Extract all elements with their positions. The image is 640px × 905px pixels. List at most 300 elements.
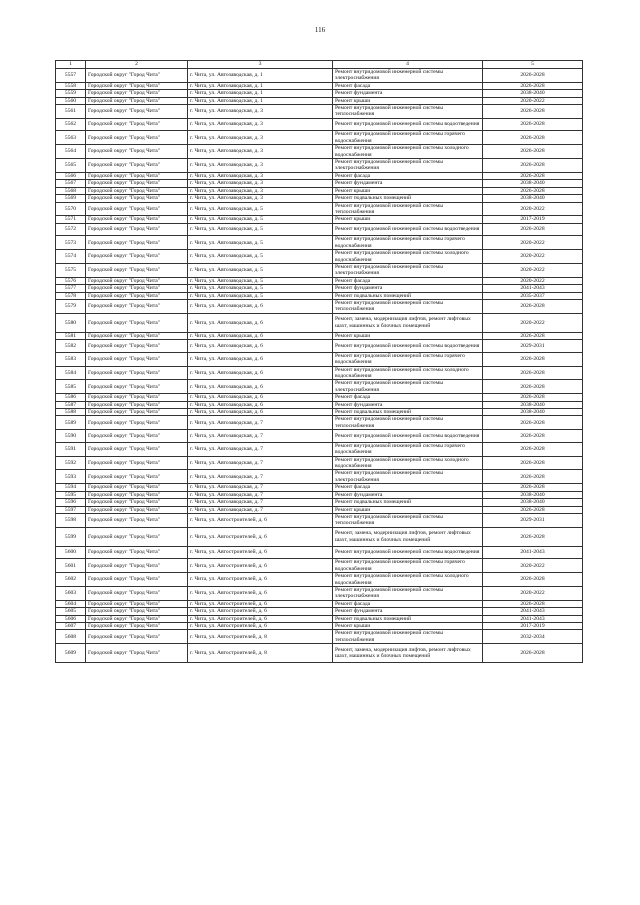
- table-row: [56, 409, 583, 416]
- work-type-cell: Ремонт внутридомовой инженерной системы водоотведения: [333, 223, 483, 236]
- municipality-cell: Городской округ "Город Чита": [86, 90, 188, 97]
- period-cell: 2020-2022: [483, 313, 583, 332]
- address-cell: г. Чита, ул. Автостроителей, д. 8: [188, 644, 333, 663]
- table-row: [56, 442, 583, 456]
- municipality-cell: Городской округ "Город Чита": [86, 630, 188, 644]
- municipality-cell: Городской округ "Город Чита": [86, 118, 188, 131]
- municipality-cell: Городской округ "Город Чита": [86, 586, 188, 600]
- work-type-cell: Ремонт внутридомовой инженерной системы теплоснабжения: [333, 299, 483, 313]
- row-number-cell: 5591: [56, 442, 86, 456]
- period-cell: 2026-2028: [483, 366, 583, 380]
- period-cell: 2029-2031: [483, 513, 583, 527]
- work-type-cell: Ремонт внутридомовой инженерной системы водоотведения: [333, 118, 483, 131]
- municipality-cell: Городской округ "Город Чита": [86, 456, 188, 470]
- row-number-cell: 5577: [56, 285, 86, 292]
- row-number-cell: 5567: [56, 180, 86, 187]
- work-type-cell: Ремонт внутридомовой инженерной системы теплоснабжения: [333, 416, 483, 430]
- period-cell: 2020-2022: [483, 277, 583, 284]
- work-type-cell: Ремонт фундамента: [333, 90, 483, 97]
- table-row: [56, 499, 583, 506]
- address-cell: г. Чита, ул. Автостроителей, д. 6: [188, 513, 333, 527]
- period-cell: 2038-2040: [483, 180, 583, 187]
- period-cell: 2020-2022: [483, 263, 583, 277]
- work-type-cell: Ремонт внутридомовой инженерной системы холодного водоснабжения: [333, 573, 483, 587]
- work-type-cell: Ремонт внутридомовой инженерной системы водоотведения: [333, 546, 483, 559]
- row-number-cell: 5604: [56, 600, 86, 607]
- municipality-cell: Городской округ "Город Чита": [86, 608, 188, 615]
- row-number-cell: 5576: [56, 277, 86, 284]
- address-cell: г. Чита, ул. Автозаводская, д. 3: [188, 131, 333, 145]
- address-cell: г. Чита, ул. Автозаводская, д. 7: [188, 484, 333, 491]
- address-cell: г. Чита, ул. Автозаводская, д. 5: [188, 285, 333, 292]
- address-cell: г. Чита, ул. Автостроителей, д. 6: [188, 546, 333, 559]
- header-col-4: 4: [333, 61, 483, 69]
- row-number-cell: 5566: [56, 172, 86, 179]
- period-cell: 2020-2022: [483, 97, 583, 104]
- work-type-cell: Ремонт фасада: [333, 600, 483, 607]
- address-cell: г. Чита, ул. Автозаводская, д. 3: [188, 195, 333, 202]
- row-number-cell: 5580: [56, 313, 86, 332]
- row-number-cell: 5569: [56, 195, 86, 202]
- row-number-cell: 5578: [56, 292, 86, 299]
- row-number-cell: 5595: [56, 491, 86, 498]
- row-number-cell: 5600: [56, 546, 86, 559]
- period-cell: 2026-2028: [483, 131, 583, 145]
- row-number-cell: 5581: [56, 332, 86, 339]
- row-number-cell: 5603: [56, 586, 86, 600]
- header-col-2: 2: [86, 61, 188, 69]
- municipality-cell: Городской округ "Город Чита": [86, 202, 188, 216]
- row-number-cell: 5584: [56, 366, 86, 380]
- address-cell: г. Чита, ул. Автозаводская, д. 5: [188, 236, 333, 250]
- work-type-cell: Ремонт подвальных помещений: [333, 615, 483, 622]
- period-cell: 2026-2028: [483, 223, 583, 236]
- period-cell: 2038-2040: [483, 491, 583, 498]
- row-number-cell: 5573: [56, 236, 86, 250]
- period-cell: 2026-2028: [483, 299, 583, 313]
- period-cell: 2026-2028: [483, 573, 583, 587]
- table-row: [56, 622, 583, 629]
- table-row: [56, 195, 583, 202]
- period-cell: 2026-2028: [483, 172, 583, 179]
- address-cell: г. Чита, ул. Автостроителей, д. 6: [188, 573, 333, 587]
- table-row: [56, 600, 583, 607]
- address-cell: г. Чита, ул. Автозаводская, д. 7: [188, 470, 333, 484]
- work-type-cell: Ремонт подвальных помещений: [333, 195, 483, 202]
- table-row: [56, 394, 583, 401]
- table-row: [56, 236, 583, 250]
- municipality-cell: Городской округ "Город Чита": [86, 559, 188, 573]
- municipality-cell: Городской округ "Город Чита": [86, 352, 188, 366]
- work-type-cell: Ремонт внутридомовой инженерной системы водоотведения: [333, 430, 483, 443]
- period-cell: 2017-2019: [483, 216, 583, 223]
- work-type-cell: Ремонт внутридомовой инженерной системы холодного водоснабжения: [333, 145, 483, 159]
- municipality-cell: Городской округ "Город Чита": [86, 69, 188, 83]
- municipality-cell: Городской округ "Город Чита": [86, 332, 188, 339]
- address-cell: г. Чита, ул. Автозаводская, д. 5: [188, 216, 333, 223]
- address-cell: г. Чита, ул. Автозаводская, д. 5: [188, 277, 333, 284]
- municipality-cell: Городской округ "Город Чита": [86, 292, 188, 299]
- table-row: [56, 430, 583, 443]
- period-cell: 2038-2040: [483, 195, 583, 202]
- period-cell: 2038-2040: [483, 401, 583, 408]
- table-row: [56, 573, 583, 587]
- address-cell: г. Чита, ул. Автозаводская, д. 6: [188, 332, 333, 339]
- period-cell: 2026-2028: [483, 118, 583, 131]
- row-number-cell: 5558: [56, 82, 86, 89]
- table-row: [56, 313, 583, 332]
- row-number-cell: 5592: [56, 456, 86, 470]
- address-cell: г. Чита, ул. Автозаводская, д. 1: [188, 97, 333, 104]
- municipality-cell: Городской округ "Город Чита": [86, 159, 188, 173]
- municipality-cell: Городской округ "Город Чита": [86, 470, 188, 484]
- municipality-cell: Городской округ "Город Чита": [86, 263, 188, 277]
- table-row: [56, 90, 583, 97]
- address-cell: г. Чита, ул. Автозаводская, д. 6: [188, 380, 333, 394]
- address-cell: г. Чита, ул. Автозаводская, д. 7: [188, 456, 333, 470]
- row-number-cell: 5605: [56, 608, 86, 615]
- table-row: [56, 216, 583, 223]
- table-row: [56, 332, 583, 339]
- address-cell: г. Чита, ул. Автостроителей, д. 6: [188, 615, 333, 622]
- address-cell: г. Чита, ул. Автозаводская, д. 6: [188, 313, 333, 332]
- municipality-cell: Городской округ "Город Чита": [86, 644, 188, 663]
- municipality-cell: Городской округ "Город Чита": [86, 491, 188, 498]
- work-type-cell: Ремонт внутридомовой инженерной системы теплоснабжения: [333, 105, 483, 119]
- header-row: [56, 61, 583, 69]
- table-row: [56, 172, 583, 179]
- work-type-cell: Ремонт внутридомовой инженерной системы теплоснабжения: [333, 513, 483, 527]
- period-cell: 2041-2043: [483, 546, 583, 559]
- row-number-cell: 5585: [56, 380, 86, 394]
- work-type-cell: Ремонт, замена, модернизация лифтов, ремонт лифтовых шахт, машинных и блочных помещений: [333, 644, 483, 663]
- page-number: 116: [314, 26, 326, 34]
- work-type-cell: Ремонт фундамента: [333, 491, 483, 498]
- work-type-cell: Ремонт фундамента: [333, 180, 483, 187]
- table-row: [56, 484, 583, 491]
- address-cell: г. Чита, ул. Автозаводская, д. 6: [188, 409, 333, 416]
- table-body: [56, 69, 583, 663]
- table-row: [56, 559, 583, 573]
- period-cell: 2026-2028: [483, 506, 583, 513]
- table-row: [56, 82, 583, 89]
- table-row: [56, 250, 583, 264]
- address-cell: г. Чита, ул. Автозаводская, д. 5: [188, 292, 333, 299]
- address-cell: г. Чита, ул. Автозаводская, д. 3: [188, 145, 333, 159]
- period-cell: 2038-2040: [483, 499, 583, 506]
- table-row: [56, 527, 583, 546]
- table-row: [56, 159, 583, 173]
- work-type-cell: Ремонт внутридомовой инженерной системы электроснабжения: [333, 159, 483, 173]
- row-number-cell: 5559: [56, 90, 86, 97]
- work-type-cell: Ремонт, замена, модернизация лифтов, ремонт лифтовых шахт, машинных и блочных помещений: [333, 527, 483, 546]
- row-number-cell: 5590: [56, 430, 86, 443]
- work-type-cell: Ремонт фундамента: [333, 285, 483, 292]
- municipality-cell: Городской округ "Город Чита": [86, 506, 188, 513]
- table-row: [56, 352, 583, 366]
- work-type-cell: Ремонт крыши: [333, 506, 483, 513]
- period-cell: 2020-2022: [483, 202, 583, 216]
- row-number-cell: 5565: [56, 159, 86, 173]
- table-row: [56, 380, 583, 394]
- period-cell: 2026-2028: [483, 442, 583, 456]
- period-cell: 2038-2040: [483, 409, 583, 416]
- municipality-cell: Городской округ "Город Чита": [86, 313, 188, 332]
- period-cell: 2026-2028: [483, 352, 583, 366]
- work-type-cell: Ремонт крыши: [333, 216, 483, 223]
- table-row: [56, 513, 583, 527]
- work-type-cell: Ремонт внутридомовой инженерной системы водоотведения: [333, 340, 483, 353]
- work-type-cell: Ремонт фундамента: [333, 608, 483, 615]
- municipality-cell: Городской округ "Город Чита": [86, 223, 188, 236]
- row-number-cell: 5601: [56, 559, 86, 573]
- period-cell: 2032-2034: [483, 630, 583, 644]
- row-number-cell: 5599: [56, 527, 86, 546]
- period-cell: 2026-2028: [483, 527, 583, 546]
- period-cell: 2035-2037: [483, 292, 583, 299]
- work-type-cell: Ремонт внутридомовой инженерной системы электроснабжения: [333, 586, 483, 600]
- row-number-cell: 5607: [56, 622, 86, 629]
- work-type-cell: Ремонт, замена, модернизация лифтов, ремонт лифтовых шахт, машинных и блочных помещений: [333, 313, 483, 332]
- table-row: [56, 644, 583, 663]
- table-row: [56, 630, 583, 644]
- work-type-cell: Ремонт внутридомовой инженерной системы горячего водоснабжения: [333, 442, 483, 456]
- address-cell: г. Чита, ул. Автостроителей, д. 6: [188, 622, 333, 629]
- table-row: [56, 456, 583, 470]
- period-cell: 2026-2028: [483, 470, 583, 484]
- work-type-cell: Ремонт внутридомовой инженерной системы горячего водоснабжения: [333, 131, 483, 145]
- row-number-cell: 5583: [56, 352, 86, 366]
- period-cell: 2026-2028: [483, 105, 583, 119]
- table-row: [56, 608, 583, 615]
- table-row: [56, 180, 583, 187]
- period-cell: 2026-2028: [483, 430, 583, 443]
- row-number-cell: 5574: [56, 250, 86, 264]
- municipality-cell: Городской округ "Город Чита": [86, 401, 188, 408]
- municipality-cell: Городской округ "Город Чита": [86, 285, 188, 292]
- table-row: [56, 285, 583, 292]
- row-number-cell: 5560: [56, 97, 86, 104]
- municipality-cell: Городской округ "Город Чита": [86, 131, 188, 145]
- work-type-cell: Ремонт фасада: [333, 394, 483, 401]
- address-cell: г. Чита, ул. Автостроителей, д. 6: [188, 600, 333, 607]
- work-type-cell: Ремонт фасада: [333, 82, 483, 89]
- municipality-cell: Городской округ "Город Чита": [86, 513, 188, 527]
- work-type-cell: Ремонт фундамента: [333, 401, 483, 408]
- municipality-cell: Городской округ "Город Чита": [86, 172, 188, 179]
- municipality-cell: Городской округ "Город Чита": [86, 277, 188, 284]
- work-type-cell: Ремонт крыши: [333, 97, 483, 104]
- municipality-cell: Городской округ "Город Чита": [86, 180, 188, 187]
- work-type-cell: Ремонт фасада: [333, 484, 483, 491]
- municipality-cell: Городской округ "Город Чита": [86, 416, 188, 430]
- period-cell: 2038-2040: [483, 90, 583, 97]
- address-cell: г. Чита, ул. Автозаводская, д. 7: [188, 430, 333, 443]
- table-row: [56, 145, 583, 159]
- period-cell: 2020-2022: [483, 236, 583, 250]
- table-row: [56, 187, 583, 194]
- address-cell: г. Чита, ул. Автозаводская, д. 3: [188, 187, 333, 194]
- address-cell: г. Чита, ул. Автозаводская, д. 3: [188, 118, 333, 131]
- period-cell: 2020-2022: [483, 250, 583, 264]
- address-cell: г. Чита, ул. Автозаводская, д. 1: [188, 82, 333, 89]
- period-cell: 2026-2028: [483, 82, 583, 89]
- period-cell: 2026-2028: [483, 380, 583, 394]
- work-type-cell: Ремонт внутридомовой инженерной системы горячего водоснабжения: [333, 236, 483, 250]
- table-row: [56, 546, 583, 559]
- table-row: [56, 366, 583, 380]
- municipality-cell: Городской округ "Город Чита": [86, 484, 188, 491]
- address-cell: г. Чита, ул. Автозаводская, д. 6: [188, 366, 333, 380]
- address-cell: г. Чита, ул. Автозаводская, д. 5: [188, 263, 333, 277]
- row-number-cell: 5596: [56, 499, 86, 506]
- table-row: [56, 105, 583, 119]
- header-col-1: 1: [56, 61, 86, 69]
- address-cell: г. Чита, ул. Автостроителей, д. 6: [188, 608, 333, 615]
- address-cell: г. Чита, ул. Автозаводская, д. 6: [188, 340, 333, 353]
- row-number-cell: 5568: [56, 187, 86, 194]
- work-type-cell: Ремонт внутридомовой инженерной системы горячего водоснабжения: [333, 559, 483, 573]
- row-number-cell: 5594: [56, 484, 86, 491]
- address-cell: г. Чита, ул. Автозаводская, д. 3: [188, 180, 333, 187]
- row-number-cell: 5606: [56, 615, 86, 622]
- municipality-cell: Городской округ "Город Чита": [86, 216, 188, 223]
- work-type-cell: Ремонт внутридомовой инженерной системы электроснабжения: [333, 470, 483, 484]
- table-row: [56, 263, 583, 277]
- table-row: [56, 131, 583, 145]
- row-number-cell: 5608: [56, 630, 86, 644]
- municipality-cell: Городской округ "Город Чита": [86, 430, 188, 443]
- table-row: [56, 491, 583, 498]
- municipality-cell: Городской округ "Город Чита": [86, 573, 188, 587]
- address-cell: г. Чита, ул. Автозаводская, д. 3: [188, 172, 333, 179]
- table-row: [56, 118, 583, 131]
- municipality-cell: Городской округ "Город Чита": [86, 299, 188, 313]
- work-type-cell: Ремонт внутридомовой инженерной системы холодного водоснабжения: [333, 366, 483, 380]
- municipality-cell: Городской округ "Город Чита": [86, 499, 188, 506]
- municipality-cell: Городской округ "Город Чита": [86, 442, 188, 456]
- row-number-cell: 5598: [56, 513, 86, 527]
- work-type-cell: Ремонт внутридомовой инженерной системы холодного водоснабжения: [333, 250, 483, 264]
- address-cell: г. Чита, ул. Автозаводская, д. 1: [188, 69, 333, 83]
- table-row: [56, 69, 583, 83]
- period-cell: 2026-2028: [483, 187, 583, 194]
- table-row: [56, 416, 583, 430]
- address-cell: г. Чита, ул. Автозаводская, д. 3: [188, 105, 333, 119]
- row-number-cell: 5563: [56, 131, 86, 145]
- work-type-cell: Ремонт подвальных помещений: [333, 499, 483, 506]
- address-cell: г. Чита, ул. Автозаводская, д. 7: [188, 499, 333, 506]
- row-number-cell: 5586: [56, 394, 86, 401]
- period-cell: 2026-2028: [483, 69, 583, 83]
- municipality-cell: Городской округ "Город Чита": [86, 615, 188, 622]
- period-cell: 2041-2043: [483, 615, 583, 622]
- table-row: [56, 277, 583, 284]
- row-number-cell: 5609: [56, 644, 86, 663]
- work-type-cell: Ремонт внутридомовой инженерной системы холодного водоснабжения: [333, 456, 483, 470]
- municipality-cell: Городской округ "Город Чита": [86, 82, 188, 89]
- period-cell: 2026-2028: [483, 159, 583, 173]
- address-cell: г. Чита, ул. Автозаводская, д. 6: [188, 401, 333, 408]
- work-type-cell: Ремонт крыши: [333, 187, 483, 194]
- row-number-cell: 5564: [56, 145, 86, 159]
- municipality-cell: Городской округ "Город Чита": [86, 394, 188, 401]
- address-cell: г. Чита, ул. Автостроителей, д. 6: [188, 586, 333, 600]
- row-number-cell: 5562: [56, 118, 86, 131]
- period-cell: 2026-2028: [483, 456, 583, 470]
- address-cell: г. Чита, ул. Автозаводская, д. 5: [188, 250, 333, 264]
- work-type-cell: Ремонт внутридомовой инженерной системы теплоснабжения: [333, 630, 483, 644]
- address-cell: г. Чита, ул. Автозаводская, д. 7: [188, 491, 333, 498]
- work-type-cell: Ремонт внутридомовой инженерной системы электроснабжения: [333, 263, 483, 277]
- row-number-cell: 5561: [56, 105, 86, 119]
- period-cell: 2017-2019: [483, 622, 583, 629]
- period-cell: 2026-2028: [483, 600, 583, 607]
- table-row: [56, 299, 583, 313]
- table-row: [56, 202, 583, 216]
- work-type-cell: Ремонт внутридомовой инженерной системы электроснабжения: [333, 69, 483, 83]
- period-cell: 2026-2028: [483, 416, 583, 430]
- work-type-cell: Ремонт фасада: [333, 172, 483, 179]
- municipality-cell: Городской округ "Город Чита": [86, 340, 188, 353]
- municipality-cell: Городской округ "Город Чита": [86, 409, 188, 416]
- address-cell: г. Чита, ул. Автозаводская, д. 6: [188, 394, 333, 401]
- address-cell: г. Чита, ул. Автозаводская, д. 1: [188, 90, 333, 97]
- municipality-cell: Городской округ "Город Чита": [86, 527, 188, 546]
- period-cell: 2029-2031: [483, 340, 583, 353]
- period-cell: 2020-2022: [483, 559, 583, 573]
- row-number-cell: 5572: [56, 223, 86, 236]
- municipality-cell: Городской округ "Город Чита": [86, 600, 188, 607]
- period-cell: 2026-2028: [483, 145, 583, 159]
- table-row: [56, 586, 583, 600]
- address-cell: г. Чита, ул. Автозаводская, д. 3: [188, 159, 333, 173]
- municipality-cell: Городской округ "Город Чита": [86, 546, 188, 559]
- row-number-cell: 5593: [56, 470, 86, 484]
- address-cell: г. Чита, ул. Автозаводская, д. 7: [188, 506, 333, 513]
- period-cell: 2026-2028: [483, 644, 583, 663]
- address-cell: г. Чита, ул. Автозаводская, д. 7: [188, 442, 333, 456]
- address-cell: г. Чита, ул. Автозаводская, д. 5: [188, 223, 333, 236]
- row-number-cell: 5597: [56, 506, 86, 513]
- table-row: [56, 223, 583, 236]
- row-number-cell: 5579: [56, 299, 86, 313]
- row-number-cell: 5570: [56, 202, 86, 216]
- municipality-cell: Городской округ "Город Чита": [86, 105, 188, 119]
- row-number-cell: 5575: [56, 263, 86, 277]
- work-type-cell: Ремонт внутридомовой инженерной системы теплоснабжения: [333, 202, 483, 216]
- row-number-cell: 5589: [56, 416, 86, 430]
- municipality-cell: Городской округ "Город Чита": [86, 195, 188, 202]
- table-row: [56, 97, 583, 104]
- work-type-cell: Ремонт внутридомовой инженерной системы электроснабжения: [333, 380, 483, 394]
- header-col-5: 5: [483, 61, 583, 69]
- address-cell: г. Чита, ул. Автозаводская, д. 6: [188, 299, 333, 313]
- row-number-cell: 5587: [56, 401, 86, 408]
- row-number-cell: 5571: [56, 216, 86, 223]
- row-number-cell: 5557: [56, 69, 86, 83]
- municipality-cell: Городской округ "Город Чита": [86, 250, 188, 264]
- municipality-cell: Городской округ "Город Чита": [86, 366, 188, 380]
- period-cell: 2026-2028: [483, 484, 583, 491]
- work-type-cell: Ремонт фасада: [333, 277, 483, 284]
- work-type-cell: Ремонт подвальных помещений: [333, 292, 483, 299]
- capital-repair-table: [55, 60, 583, 663]
- municipality-cell: Городской округ "Город Чита": [86, 187, 188, 194]
- period-cell: 2020-2022: [483, 586, 583, 600]
- header-col-3: 3: [188, 61, 333, 69]
- municipality-cell: Городской округ "Город Чита": [86, 236, 188, 250]
